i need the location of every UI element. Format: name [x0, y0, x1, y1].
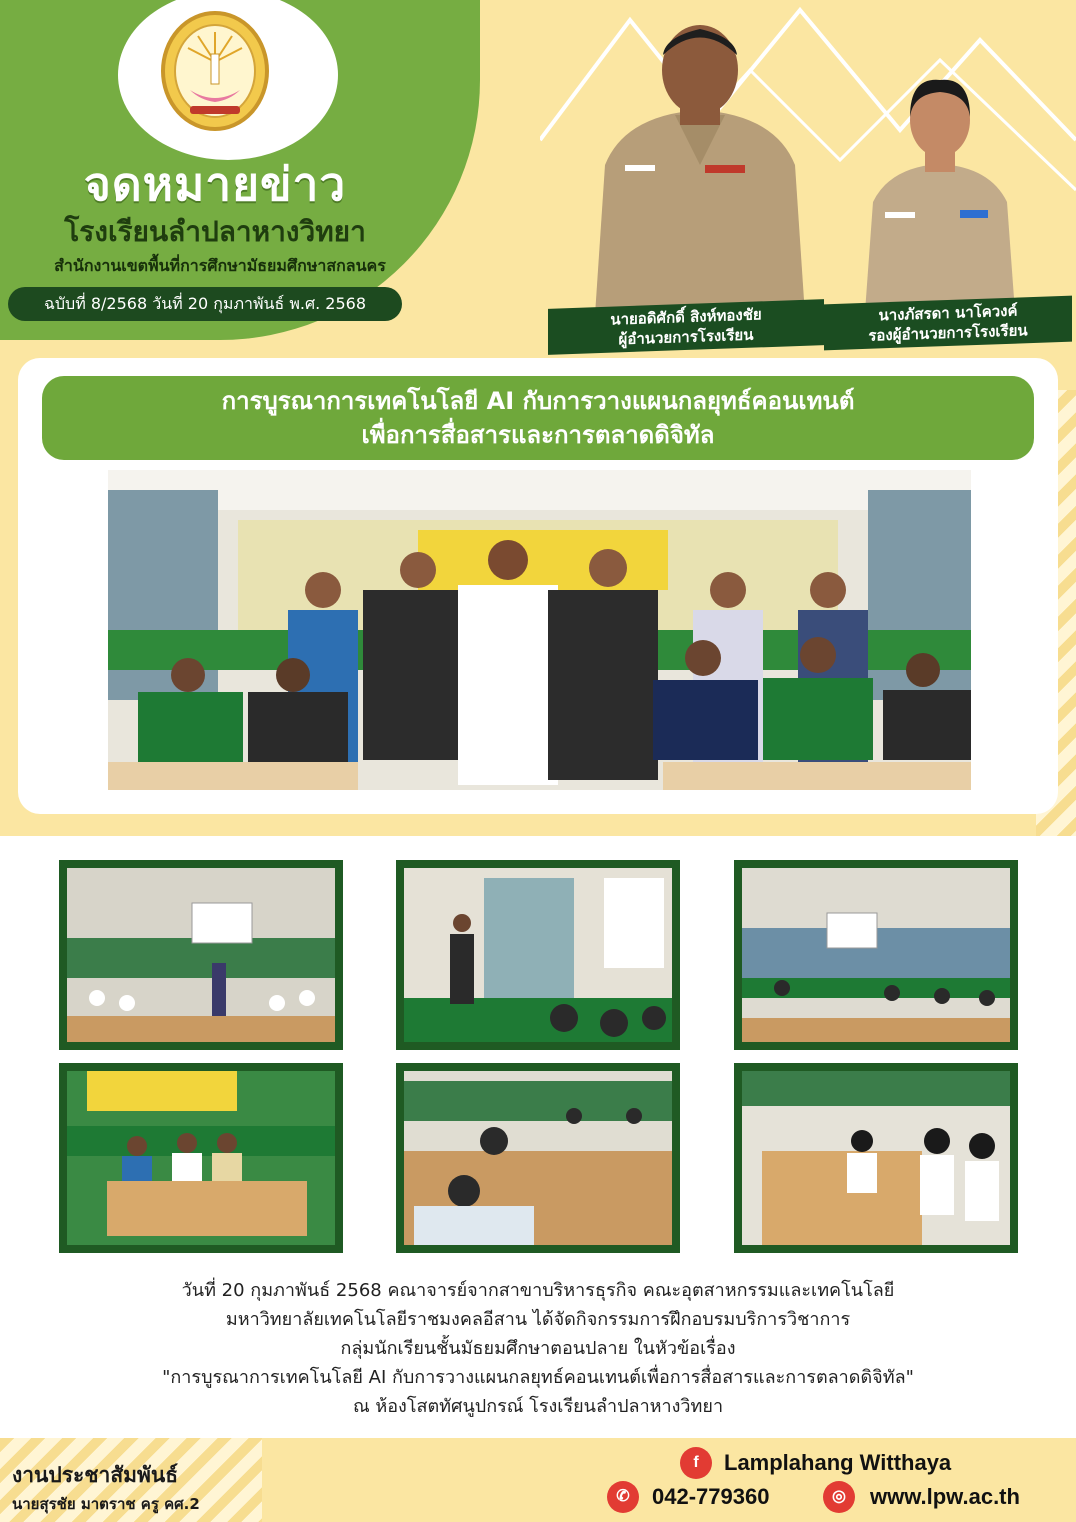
school-logo [160, 10, 270, 132]
activity-photo-3 [734, 860, 1018, 1050]
director-portrait [585, 15, 815, 315]
activity-photo-5 [396, 1063, 680, 1253]
body-line-2: มหาวิทยาลัยเทคโนโลยีราชมงคลอีสาน ได้จัดกิจกรรมการฝึกอบรมบริการวิชาการ [225, 1309, 851, 1330]
newsletter-title: จดหมายข่าว [83, 157, 347, 211]
headline-line-2: เพื่อการสื่อสารและการตลาดดิจิทัล [361, 421, 715, 449]
director-name: นายอดิศักดิ์ สิงห์ทองชัย [610, 305, 762, 329]
director-role: ผู้อำนวยการโรงเรียน [618, 325, 754, 349]
activity-photo-2 [396, 860, 680, 1050]
facebook-link[interactable]: Lamplahang Witthaya [724, 1450, 952, 1475]
globe-icon: ◎ [823, 1481, 855, 1513]
news-body [40, 1276, 1036, 1421]
phone-icon: ✆ [607, 1481, 639, 1513]
body-line-4: "การบูรณาการเทคโนโลยี AI กับการวางแผนกลยุทธ์คอนเทนต์เพื่อการสื่อสารและการตลาดดิจิทัล" [162, 1367, 914, 1388]
phone-number[interactable]: 042-779360 [652, 1484, 770, 1509]
director-nameplate [548, 299, 824, 355]
activity-photo-6 [734, 1063, 1018, 1253]
facebook-icon[interactable]: f [680, 1447, 712, 1479]
deputy-nameplate [824, 296, 1072, 351]
activity-photo-1 [59, 860, 343, 1050]
main-group-photo [108, 470, 971, 790]
deputy-name: นางภัสรดา นาโควงค์ [878, 301, 1018, 325]
pr-author: นายสุรชัย มาตราช ครู คศ.2 [12, 1495, 200, 1513]
body-line-3: กลุ่มนักเรียนชั้นมัธยมศึกษาตอนปลาย ในหัวข้อเรื่อง [340, 1338, 736, 1359]
body-line-5: ณ ห้องโสตทัศนูปกรณ์ โรงเรียนลำปลาหางวิทยา [352, 1396, 724, 1417]
deputy-director-portrait [855, 72, 1025, 312]
education-office: สำนักงานเขตพื้นที่การศึกษามัธยมศึกษาสกลนคร [54, 256, 386, 275]
deputy-role: รองผู้อำนวยการโรงเรียน [868, 321, 1028, 345]
pr-department: งานประชาสัมพันธ์ [12, 1463, 179, 1487]
website-link[interactable]: www.lpw.ac.th [870, 1484, 1020, 1509]
issue-date-badge: ฉบับที่ 8/2568 วันที่ 20 กุมภาพันธ์ พ.ศ. 2568 [8, 287, 402, 321]
activity-photo-4 [59, 1063, 343, 1253]
school-name: โรงเรียนลำปลาหางวิทยา [64, 215, 366, 248]
news-headline [42, 376, 1034, 460]
headline-line-1: การบูรณาการเทคโนโลยี AI กับการวางแผนกลยุทธ์คอนเทนต์ [221, 387, 855, 415]
body-line-1: วันที่ 20 กุมภาพันธ์ 2568 คณาจารย์จากสาขาบริหารธุรกิจ คณะอุตสาหกรรมและเทคโนโลยี [181, 1280, 895, 1301]
